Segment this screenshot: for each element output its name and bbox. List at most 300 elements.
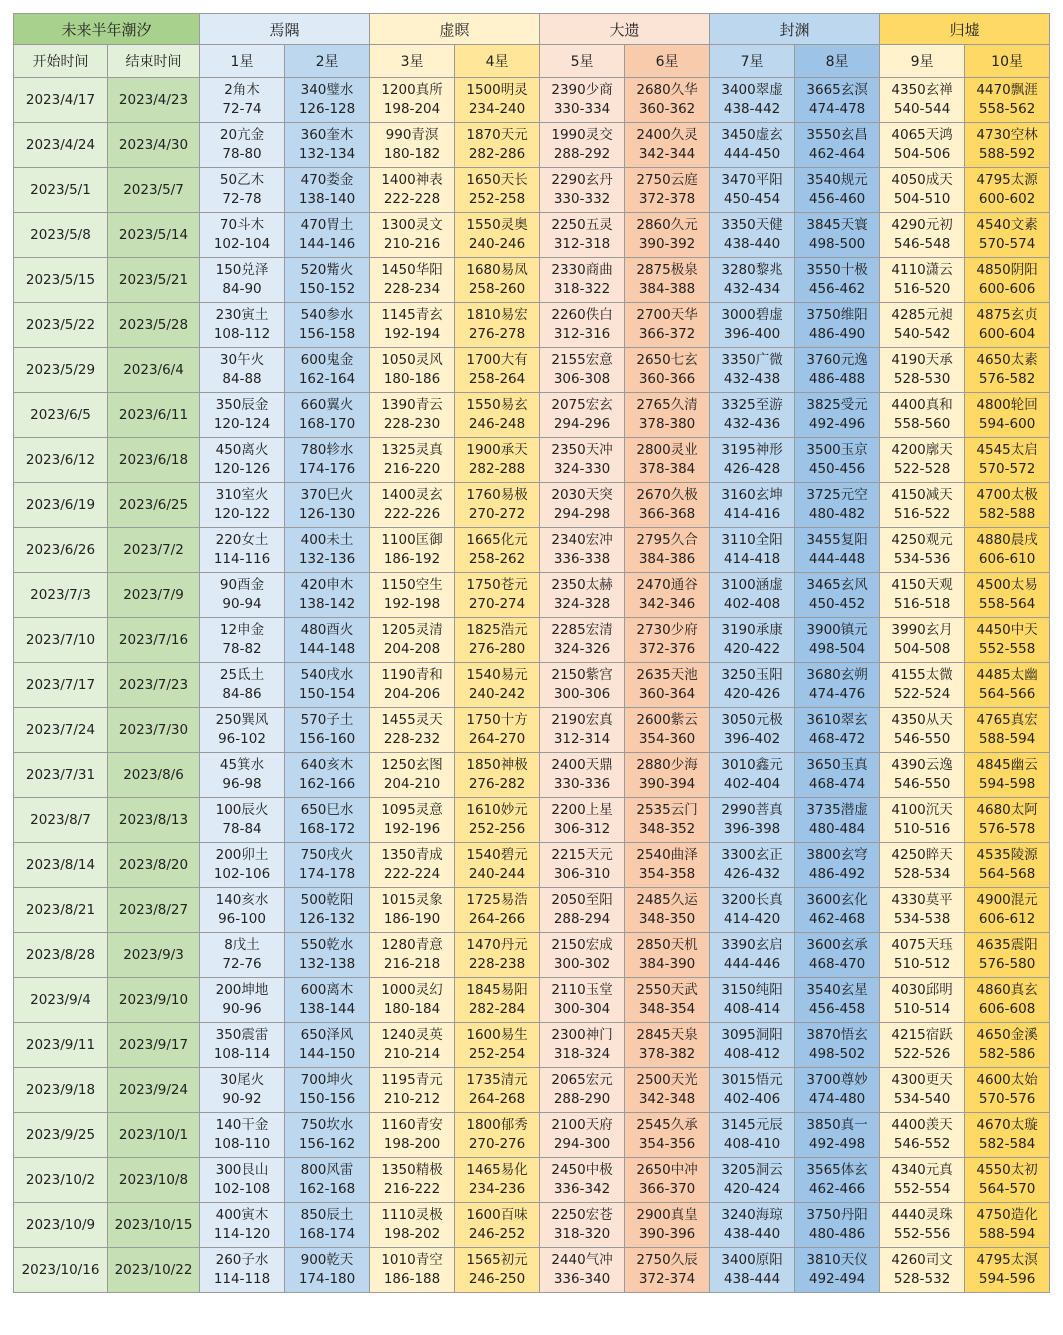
tide-range: 240-242 [468, 686, 526, 702]
tide-name: 2470通谷 [636, 577, 698, 593]
tide-cell [455, 213, 540, 258]
tide-range: 204-208 [383, 641, 441, 657]
tide-name: 1190青和 [381, 667, 443, 683]
tide-name: 4250观元 [891, 532, 953, 548]
tide-range: 588-594 [978, 1226, 1036, 1242]
tide-cell [795, 1068, 880, 1113]
start-date-cell: 2023/5/29 [14, 348, 108, 393]
tide-cell [540, 663, 625, 708]
tide-range: 294-298 [553, 506, 611, 522]
tide-cell [625, 1068, 710, 1113]
tide-cell [795, 303, 880, 348]
group-header-fengyuan: 封渊 [710, 14, 880, 45]
tide-range: 72-78 [222, 191, 262, 207]
tide-range: 72-74 [222, 101, 262, 117]
tide-cell [455, 303, 540, 348]
tide-range: 576-578 [978, 821, 1036, 837]
tide-range: 438-444 [723, 1271, 781, 1287]
tide-range: 414-416 [723, 506, 781, 522]
tide-cell [710, 393, 795, 438]
tide-range: 474-480 [808, 1091, 866, 1107]
tide-range: 366-372 [638, 326, 696, 342]
tide-range: 414-418 [723, 551, 781, 567]
tide-range: 552-558 [978, 641, 1036, 657]
tide-cell [370, 1113, 455, 1158]
tide-range: 90-94 [222, 596, 262, 612]
tide-range: 588-594 [978, 731, 1036, 747]
start-date-cell: 2023/8/7 [14, 798, 108, 843]
end-date-cell: 2023/10/22 [108, 1248, 200, 1293]
tide-range: 222-228 [383, 191, 441, 207]
tide-range: 198-204 [383, 101, 441, 117]
tide-name: 3455复阳 [806, 532, 868, 548]
tide-cell [795, 1023, 880, 1068]
tide-cell [965, 393, 1050, 438]
tide-name: 3700尊妙 [806, 1072, 868, 1088]
tide-range: 546-550 [893, 776, 951, 792]
tide-name: 1470丹元 [466, 937, 528, 953]
tide-name: 1000灵幻 [381, 982, 443, 998]
tide-name: 4550太初 [976, 1162, 1038, 1178]
tide-name: 3750丹阳 [806, 1207, 868, 1223]
tide-range: 468-470 [808, 956, 866, 972]
table-row [14, 663, 1050, 708]
tide-cell [795, 483, 880, 528]
tide-name: 4400羡天 [891, 1117, 953, 1133]
tide-cell [710, 123, 795, 168]
tide-name: 4730空林 [976, 127, 1038, 143]
tide-cell [965, 798, 1050, 843]
tide-range: 228-230 [383, 416, 441, 432]
end-date-cell: 2023/10/8 [108, 1158, 200, 1203]
tide-range: 402-404 [723, 776, 781, 792]
tide-range: 210-216 [383, 236, 441, 252]
group-header-guixu: 归墟 [880, 14, 1050, 45]
tide-cell [965, 618, 1050, 663]
tide-name: 4650太素 [976, 352, 1038, 368]
tide-cell [795, 933, 880, 978]
tide-cell [370, 978, 455, 1023]
tide-name: 4600太始 [976, 1072, 1038, 1088]
tide-cell [880, 258, 965, 303]
tide-range: 138-142 [298, 596, 356, 612]
tide-range: 480-486 [808, 1226, 866, 1242]
tide-range: 192-196 [383, 821, 441, 837]
tide-name: 1400神表 [381, 172, 443, 188]
tide-range: 234-236 [468, 1181, 526, 1197]
tide-range: 204-206 [383, 686, 441, 702]
tide-range: 162-166 [298, 776, 356, 792]
tide-range: 384-390 [638, 956, 696, 972]
tide-name: 12申金 [219, 622, 265, 638]
tide-cell [880, 708, 965, 753]
tide-name: 4450中天 [976, 622, 1038, 638]
end-time-header: 结束时间 [108, 45, 200, 78]
tide-range: 264-266 [468, 911, 526, 927]
tide-name: 4795太源 [976, 172, 1038, 188]
tide-name: 3190承康 [721, 622, 783, 638]
tide-name: 350震雷 [215, 1027, 269, 1043]
tide-range: 102-104 [213, 236, 271, 252]
tide-name: 3750维阳 [806, 307, 868, 323]
tide-name: 2150宏成 [551, 937, 613, 953]
tide-name: 2635天池 [636, 667, 698, 683]
tide-cell [370, 1023, 455, 1068]
tide-range: 372-376 [638, 641, 696, 657]
tide-range: 108-110 [213, 1136, 271, 1152]
tide-cell [455, 168, 540, 213]
tide-cell [370, 483, 455, 528]
tide-range: 534-536 [893, 551, 951, 567]
tide-name: 4900混元 [976, 892, 1038, 908]
tide-name: 25氐土 [219, 667, 265, 683]
tide-name: 480酉火 [300, 622, 354, 638]
tide-range: 462-466 [808, 1181, 866, 1197]
tide-range: 600-604 [978, 326, 1036, 342]
tide-name: 1240灵英 [381, 1027, 443, 1043]
tide-range: 420-424 [723, 1181, 781, 1197]
tide-range: 240-244 [468, 866, 526, 882]
tide-cell [370, 213, 455, 258]
tide-range: 282-286 [468, 146, 526, 162]
start-date-cell: 2023/6/5 [14, 393, 108, 438]
tide-name: 310室火 [215, 487, 269, 503]
tide-name: 4150天观 [891, 577, 953, 593]
tide-cell [285, 123, 370, 168]
tide-range: 486-488 [808, 371, 866, 387]
tide-name: 1600百味 [466, 1207, 528, 1223]
tide-range: 90-92 [222, 1091, 262, 1107]
tide-cell [965, 888, 1050, 933]
tide-name: 2750云庭 [636, 172, 698, 188]
tide-cell [625, 1113, 710, 1158]
tide-range: 168-170 [298, 416, 356, 432]
tide-cell [880, 1248, 965, 1293]
tide-range: 396-398 [723, 821, 781, 837]
tide-cell [625, 663, 710, 708]
tide-range: 444-448 [808, 551, 866, 567]
tide-name: 2850天机 [636, 937, 698, 953]
tide-cell [455, 1113, 540, 1158]
tide-name: 200坤地 [215, 982, 269, 998]
tide-name: 800风雷 [300, 1162, 354, 1178]
tide-cell [965, 753, 1050, 798]
tide-name: 1850神极 [466, 757, 528, 773]
table-row [14, 258, 1050, 303]
tide-range: 432-438 [723, 371, 781, 387]
tide-range: 456-460 [808, 191, 866, 207]
tide-name: 1550灵奥 [466, 217, 528, 233]
tide-name: 4485太幽 [976, 667, 1038, 683]
end-date-cell: 2023/6/4 [108, 348, 200, 393]
tide-name: 4285元昶 [891, 307, 953, 323]
tide-name: 550乾水 [300, 937, 354, 953]
tide-range: 174-176 [298, 461, 356, 477]
tide-cell [540, 573, 625, 618]
tide-range: 564-568 [978, 866, 1036, 882]
tide-name: 640亥木 [300, 757, 354, 773]
end-date-cell: 2023/4/23 [108, 78, 200, 123]
tide-range: 522-528 [893, 461, 951, 477]
tide-cell [455, 888, 540, 933]
tide-range: 408-412 [723, 1046, 781, 1062]
tide-cell [540, 213, 625, 258]
tide-name: 2680久华 [636, 82, 698, 98]
tide-cell [795, 978, 880, 1023]
tide-range: 270-272 [468, 506, 526, 522]
tide-cell [455, 978, 540, 1023]
tide-cell [455, 933, 540, 978]
tide-cell [625, 438, 710, 483]
tide-cell [965, 843, 1050, 888]
tide-range: 594-598 [978, 776, 1036, 792]
tide-name: 3610翠玄 [806, 712, 868, 728]
tide-name: 3350广微 [721, 352, 783, 368]
tide-name: 1870天元 [466, 127, 528, 143]
start-date-cell: 2023/8/14 [14, 843, 108, 888]
tide-range: 114-118 [213, 1271, 271, 1287]
tide-name: 4215宿跃 [891, 1027, 953, 1043]
tide-name: 2860久元 [636, 217, 698, 233]
tide-name: 4300更天 [891, 1072, 953, 1088]
tide-cell [795, 1113, 880, 1158]
tide-name: 2330商曲 [551, 262, 613, 278]
tide-cell [625, 258, 710, 303]
tide-name: 4850阴阳 [976, 262, 1038, 278]
tide-cell [540, 1248, 625, 1293]
tide-cell [880, 1113, 965, 1158]
tide-name: 1400灵玄 [381, 487, 443, 503]
tide-range: 456-458 [808, 1001, 866, 1017]
tide-cell [285, 1158, 370, 1203]
tide-range: 462-468 [808, 911, 866, 927]
start-date-cell: 2023/10/9 [14, 1203, 108, 1248]
tide-cell [200, 663, 285, 708]
tide-cell [540, 348, 625, 393]
tide-cell [540, 1023, 625, 1068]
tide-range: 318-322 [553, 281, 611, 297]
tide-cell [710, 438, 795, 483]
tide-cell [285, 78, 370, 123]
tide-range: 120-126 [213, 461, 271, 477]
tide-name: 3150纯阳 [721, 982, 783, 998]
tide-name: 1990灵交 [551, 127, 613, 143]
tide-name: 750戌火 [300, 847, 354, 863]
table-row [14, 393, 1050, 438]
tide-cell [370, 1203, 455, 1248]
tide-cell [455, 618, 540, 663]
tide-cell [625, 123, 710, 168]
tide-name: 500乾阳 [300, 892, 354, 908]
tide-cell [710, 1248, 795, 1293]
tide-cell [880, 573, 965, 618]
tide-name: 2730少府 [636, 622, 698, 638]
tide-range: 426-428 [723, 461, 781, 477]
tide-name: 400寅木 [215, 1207, 269, 1223]
tide-range: 390-396 [638, 1226, 696, 1242]
start-date-cell: 2023/7/3 [14, 573, 108, 618]
tide-name: 1760易极 [466, 487, 528, 503]
tide-cell [370, 393, 455, 438]
tide-cell [880, 1203, 965, 1248]
tide-cell [795, 213, 880, 258]
end-date-cell: 2023/9/24 [108, 1068, 200, 1113]
tide-name: 260子水 [215, 1252, 269, 1268]
tide-cell [795, 78, 880, 123]
tide-range: 432-434 [723, 281, 781, 297]
tide-name: 3200长真 [721, 892, 783, 908]
tide-name: 2110玉堂 [551, 982, 613, 998]
tide-range: 438-440 [723, 236, 781, 252]
tide-cell [965, 438, 1050, 483]
tide-cell [625, 348, 710, 393]
tide-range: 504-506 [893, 146, 951, 162]
end-date-cell: 2023/6/25 [108, 483, 200, 528]
tide-range: 552-554 [893, 1181, 951, 1197]
tide-name: 600鬼金 [300, 352, 354, 368]
table-row [14, 753, 1050, 798]
tide-cell [710, 798, 795, 843]
tide-range: 468-474 [808, 776, 866, 792]
tide-range: 126-130 [298, 506, 356, 522]
tide-name: 100辰火 [215, 802, 269, 818]
tide-range: 528-534 [893, 866, 951, 882]
tide-range: 360-362 [638, 101, 696, 117]
tide-cell [795, 1203, 880, 1248]
tide-cell [200, 1203, 285, 1248]
tide-name: 1350青成 [381, 847, 443, 863]
tide-cell [370, 663, 455, 708]
tide-name: 1610妙元 [466, 802, 528, 818]
tide-range: 180-182 [383, 146, 441, 162]
tide-range: 522-524 [893, 686, 951, 702]
tide-cell [200, 1113, 285, 1158]
tide-range: 102-106 [213, 866, 271, 882]
star-header: 8星 [795, 45, 880, 78]
tide-name: 3450虚玄 [721, 127, 783, 143]
tide-name: 2350太赫 [551, 577, 613, 593]
tide-name: 4700太极 [976, 487, 1038, 503]
tide-cell [200, 258, 285, 303]
tide-cell [540, 708, 625, 753]
tide-cell [370, 528, 455, 573]
table-row [14, 303, 1050, 348]
tide-cell [965, 483, 1050, 528]
tide-cell [710, 573, 795, 618]
tide-name: 3400原阳 [721, 1252, 783, 1268]
tide-name: 1050灵风 [381, 352, 443, 368]
table-row [14, 888, 1050, 933]
end-date-cell: 2023/9/10 [108, 978, 200, 1023]
tide-range: 528-530 [893, 371, 951, 387]
tide-range: 312-316 [553, 326, 611, 342]
tide-name: 220女土 [215, 532, 269, 548]
tide-name: 4110潇云 [891, 262, 953, 278]
tide-range: 294-296 [553, 416, 611, 432]
tide-name: 150兑泽 [215, 262, 269, 278]
tide-cell [200, 168, 285, 213]
tide-range: 126-128 [298, 101, 356, 117]
tide-cell [625, 798, 710, 843]
tide-range: 390-392 [638, 236, 696, 252]
table-row [14, 843, 1050, 888]
tide-name: 1465易化 [466, 1162, 528, 1178]
tide-cell [880, 798, 965, 843]
tide-name: 3650玉真 [806, 757, 868, 773]
tide-range: 606-608 [978, 1001, 1036, 1017]
tide-range: 486-492 [808, 866, 866, 882]
tide-range: 330-336 [553, 776, 611, 792]
end-date-cell: 2023/8/20 [108, 843, 200, 888]
tide-cell [540, 978, 625, 1023]
tide-name: 1750苍元 [466, 577, 528, 593]
tide-cell [285, 438, 370, 483]
tide-range: 72-76 [222, 956, 262, 972]
tide-name: 2030天突 [551, 487, 613, 503]
tide-range: 198-202 [383, 1226, 441, 1242]
tide-range: 528-532 [893, 1271, 951, 1287]
tide-name: 2075宏玄 [551, 397, 613, 413]
tide-name: 2角木 [224, 82, 260, 98]
tide-name: 140亥水 [215, 892, 269, 908]
tide-cell [200, 528, 285, 573]
tide-cell [710, 483, 795, 528]
tide-cell [540, 888, 625, 933]
tide-name: 4350从天 [891, 712, 953, 728]
tide-name: 1205灵清 [381, 622, 443, 638]
tide-range: 132-134 [298, 146, 356, 162]
tide-cell [540, 303, 625, 348]
tide-name: 360奎木 [300, 127, 354, 143]
tide-range: 498-502 [808, 1046, 866, 1062]
tide-range: 234-240 [468, 101, 526, 117]
tide-cell [625, 708, 710, 753]
tide-range: 402-406 [723, 1091, 781, 1107]
tide-range: 174-178 [298, 866, 356, 882]
tide-name: 3015悟元 [721, 1072, 783, 1088]
tide-name: 4680太阿 [976, 802, 1038, 818]
tide-range: 348-352 [638, 821, 696, 837]
tide-range: 606-612 [978, 911, 1036, 927]
tide-cell [370, 753, 455, 798]
tide-cell [540, 168, 625, 213]
tide-range: 438-440 [723, 1226, 781, 1242]
tide-name: 2750久辰 [636, 1252, 698, 1268]
start-date-cell: 2023/6/12 [14, 438, 108, 483]
tide-name: 3550十极 [806, 262, 868, 278]
tide-name: 70斗木 [219, 217, 265, 233]
tide-cell [200, 1158, 285, 1203]
tide-name: 3205洞云 [721, 1162, 783, 1178]
tide-cell [455, 528, 540, 573]
tide-range: 396-402 [723, 731, 781, 747]
tide-range: 438-442 [723, 101, 781, 117]
tide-cell [455, 708, 540, 753]
tide-cell [710, 1203, 795, 1248]
tide-range: 78-84 [222, 821, 262, 837]
tide-cell [455, 78, 540, 123]
tide-name: 2500天光 [636, 1072, 698, 1088]
start-time-header: 开始时间 [14, 45, 108, 78]
table-title: 未来半年潮汐 [14, 14, 200, 45]
tide-name: 2400天鼎 [551, 757, 613, 773]
tide-cell [965, 78, 1050, 123]
tide-range: 546-550 [893, 731, 951, 747]
tide-range: 192-198 [383, 596, 441, 612]
tide-cell [710, 663, 795, 708]
tide-range: 390-394 [638, 776, 696, 792]
tide-name: 4200廓天 [891, 442, 953, 458]
